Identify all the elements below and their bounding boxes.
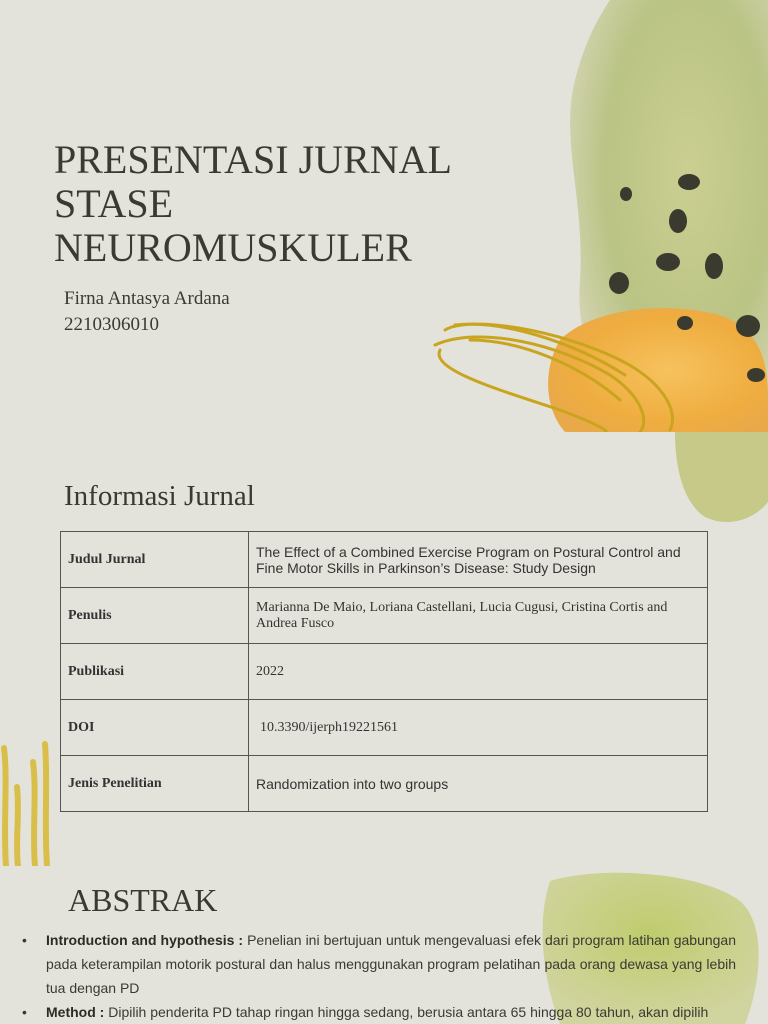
title-line: NEUROMUSKULER: [54, 225, 412, 270]
table-row: [61, 756, 708, 812]
row-label: Judul Jurnal: [61, 532, 249, 588]
item-text: Dipilih penderita PD tahap ringan hingga sedang, berusia antara 65 hingga 80 tahun, akan dipilih: [108, 1004, 709, 1020]
row-label: DOI: [61, 700, 249, 756]
section-heading: ABSTRAK: [68, 882, 218, 918]
item-separator: :: [234, 932, 248, 948]
item-separator: :: [95, 1004, 109, 1020]
row-label: Publikasi: [61, 644, 249, 700]
bullet-icon: •: [22, 1004, 27, 1020]
author-name: Firna Antasya Ardana: [64, 288, 230, 309]
row-value: Marianna De Maio, Loriana Castellani, Lucia Cugusi, Cristina Cortis and Andrea Fusco: [249, 588, 708, 644]
item-label: Method: [46, 1004, 96, 1020]
table-row: [61, 644, 708, 700]
journal-info-table: [60, 531, 708, 812]
yellow-grass: [4, 744, 47, 866]
list-item: [20, 1000, 736, 1024]
author-block: [64, 286, 230, 338]
abstract-list: [20, 928, 736, 1024]
journal-info-slide: [0, 432, 768, 866]
table-row: [61, 532, 708, 588]
bullet-icon: •: [22, 932, 27, 948]
title-slide: [0, 0, 768, 432]
abstract-slide: [0, 866, 768, 1024]
green-wash-shape: [675, 432, 768, 522]
orange-wash-shape: [548, 308, 768, 432]
table-row: [61, 588, 708, 644]
title-line: STASE: [54, 181, 174, 226]
presentation-title: [54, 138, 524, 270]
section-heading: Informasi Jurnal: [64, 480, 255, 512]
row-value: The Effect of a Combined Exercise Program on Postural Control and Fine Motor Skills in Parkinson’s Disease: Study Design: [249, 532, 708, 588]
row-value: Randomization into two groups: [249, 756, 708, 812]
title-line: PRESENTASI JURNAL: [54, 137, 452, 182]
item-label: Introduction and hypothesis: [46, 932, 235, 948]
author-id: 2210306010: [64, 314, 159, 335]
row-label: Jenis Penelitian: [61, 756, 249, 812]
row-value: 2022: [249, 644, 708, 700]
table-row: [61, 700, 708, 756]
row-value: 10.3390/ijerph19221561: [249, 700, 708, 756]
list-item: [20, 928, 736, 1000]
row-label: Penulis: [61, 588, 249, 644]
item-text: Penelian ini bertujuan untuk mengevaluasi efek dari program latihan gabungan pada keterampilan motorik postural dan halus menggunakan program pelatihan pada orang dewasa yang lebih tua dengan PD: [46, 932, 736, 996]
